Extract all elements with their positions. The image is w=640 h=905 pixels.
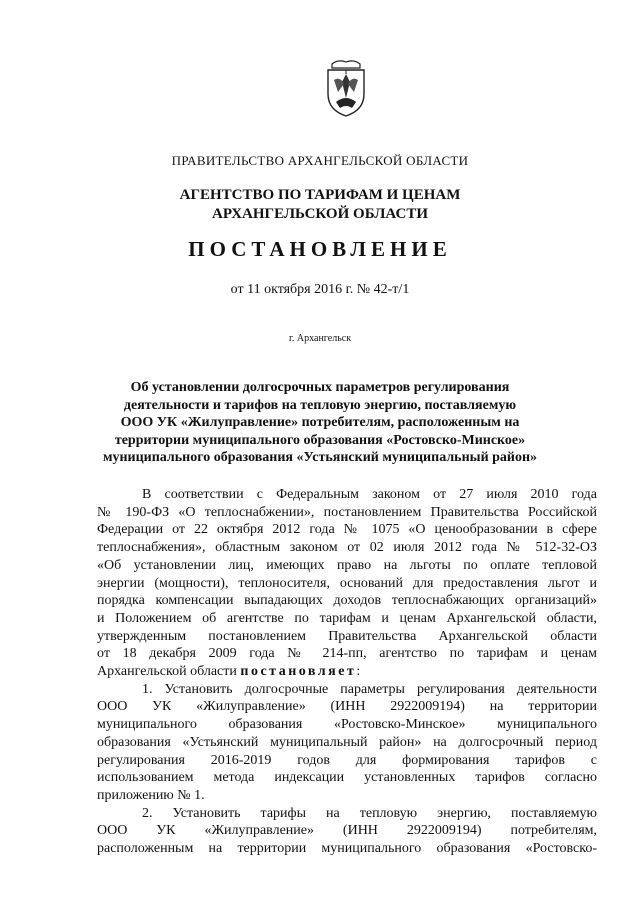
government-name: ПРАВИТЕЛЬСТВО АРХАНГЕЛЬСКОЙ ОБЛАСТИ [171, 153, 469, 168]
body-line: утвержденным постановлением Правительства Архангельской области [97, 628, 597, 644]
body-line: Федерации от 22 октября 2012 года № 1075 «О ценообразовании в сфере [97, 522, 597, 538]
body-line: В соответствии с Федеральным законом от 27 июля 2010 года [142, 487, 597, 502]
body-line: ООО УК «Жилуправление» (ИНН 2922009194) потребителям, [97, 823, 597, 839]
body-line: образования «Устьянский муниципальный район» на долгосрочный период [97, 734, 597, 750]
body-line-decree [97, 663, 597, 681]
subject-line: Об установлении долгосрочных параметров регулирования [130, 380, 510, 395]
agency-name-line-1: АГЕНТСТВО ПО ТАРИФАМ И ЦЕНАМ [179, 187, 461, 203]
document-subject [0, 379, 640, 467]
document-city: г. Архангельск [288, 333, 352, 344]
document-body [97, 486, 597, 858]
subject-line: муниципального образования «Устьянский муниципальный район» [102, 450, 538, 465]
body-line: приложению № 1. [97, 787, 205, 803]
agency-name-line-2: АРХАНГЕЛЬСКОЙ ОБЛАСТИ [212, 206, 428, 222]
decree-word: постановляет [240, 664, 357, 680]
agency-name [0, 186, 640, 224]
body-line: 2. Установить тарифы на тепловую энергию, поставляемую [142, 805, 597, 821]
body-line: 1. Установить долгосрочные параметры регулирования деятельности [142, 681, 597, 697]
body-line: муниципального образования «Ростовско-Минское» муниципального [97, 717, 597, 733]
document-type: ПОСТАНОВЛЕНИЕ [188, 237, 452, 261]
body-line: и Положением об агентстве по тарифам и ценам Архангельской области, [97, 610, 597, 626]
body-line: «Об установлении лиц, имеющих право на льготы по оплате тепловой [97, 557, 597, 573]
body-line: регулирования 2016-2019 годов для формирования тарифов с [97, 752, 597, 768]
body-line: порядка компенсации выпадающих доходов теплоснабжающих организаций» [97, 593, 597, 609]
decree-colon: : [356, 664, 361, 680]
body-line: Архангельской области [97, 664, 237, 680]
body-line: теплоснабжения», областным законом от 02 июля 2012 года № 512-32-ОЗ [97, 540, 597, 556]
body-line: ООО УК «Жилуправление» (ИНН 2922009194) на территории [97, 699, 597, 715]
body-line: № 190-ФЗ «О теплоснабжении», постановлением Правительства Российской [97, 504, 597, 520]
body-line: от 18 декабря 2009 года № 214-пп, агентство по тарифам и ценам [97, 646, 597, 662]
body-line: использованием метода индексации установленных тарифов согласно [97, 770, 597, 786]
coat-of-arms-emblem [324, 58, 368, 118]
body-line: энергии (мощности), теплоносителя, оснований для предоставления льгот и [97, 575, 597, 591]
document-date-number: от 11 октября 2016 г. № 42-т/1 [230, 282, 410, 297]
body-line: расположенным на территории муниципального образования «Ростовско- [97, 841, 597, 857]
subject-line: территории муниципального образования «Ростовско-Минское» [114, 432, 526, 448]
subject-line: ООО УК «Жилуправление» потребителям, расположенным на [120, 415, 520, 430]
subject-line: деятельности и тарифов на тепловую энергию, поставляемую [123, 397, 517, 413]
